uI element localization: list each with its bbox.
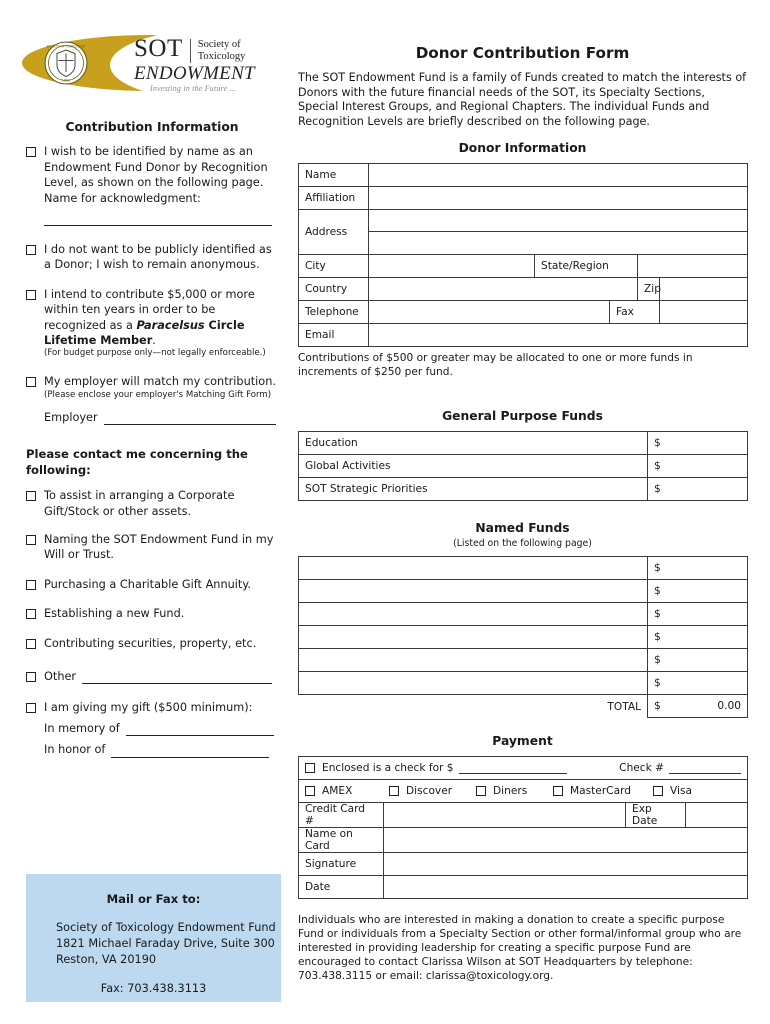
table-row	[299, 478, 748, 501]
total-currency: $	[654, 700, 661, 713]
affiliation-label: Affiliation	[299, 186, 369, 209]
logo-sot-text: SOT	[134, 35, 183, 62]
address-line-1-input[interactable]	[369, 210, 747, 232]
named-fund-amount-5[interactable]: $	[648, 649, 748, 672]
page-title: Donor Contribution Form	[415, 44, 630, 62]
checkbox-amex[interactable]	[305, 786, 315, 796]
table-row	[299, 163, 748, 186]
logo-tagline: Investing in the Future ...	[150, 84, 237, 93]
contact-option-new-fund[interactable]	[26, 606, 278, 621]
card-label-discover: Discover	[406, 785, 453, 798]
address-input[interactable]	[369, 209, 748, 254]
credit-card-number-label: Credit Card #	[299, 803, 384, 828]
checkbox-corporate-gift[interactable]	[26, 491, 36, 501]
card-label-amex: AMEX	[322, 785, 353, 798]
table-row	[299, 323, 748, 346]
general-purpose-funds-heading: General Purpose Funds	[442, 409, 603, 424]
paracelsus-emphasis: Paracelsus	[136, 318, 205, 332]
circle-lifetime-member-text: Circle Lifetime Member	[44, 318, 245, 348]
sot-seal-icon	[44, 41, 88, 85]
named-funds-subheading: (Listed on the following page)	[453, 538, 592, 550]
named-fund-amount-4[interactable]: $	[648, 626, 748, 649]
country-input[interactable]	[369, 277, 638, 300]
contact-option-new-fund-label: Establishing a new Fund.	[44, 607, 185, 621]
donor-information-table	[298, 163, 748, 347]
check-amount-input-line[interactable]	[459, 762, 567, 774]
card-option-diners[interactable]	[476, 785, 553, 797]
named-fund-amount-2[interactable]: $	[648, 580, 748, 603]
sot-endowment-logo	[22, 33, 294, 105]
name-label: Name	[299, 163, 369, 186]
table-row	[299, 626, 748, 649]
acknowledgment-name-line[interactable]	[44, 224, 272, 226]
named-fund-amount-3[interactable]: $	[648, 603, 748, 626]
country-label: Country	[299, 277, 369, 300]
table-row	[299, 209, 748, 254]
fund-label-education: Education	[299, 432, 648, 455]
employer-input-line[interactable]	[104, 412, 276, 425]
table-row	[299, 757, 748, 780]
named-fund-amount-6[interactable]: $	[648, 672, 748, 695]
form-main-column	[298, 44, 747, 983]
mail-fax-number: Fax: 703.438.3113	[100, 982, 207, 995]
card-label-visa: Visa	[670, 785, 692, 798]
checkbox-employer-match[interactable]	[26, 377, 36, 387]
option-paracelsus-circle[interactable]	[26, 287, 278, 360]
logo-divider	[190, 39, 191, 63]
card-option-mastercard[interactable]	[553, 785, 653, 797]
total-label: TOTAL	[299, 695, 648, 718]
table-row	[299, 672, 748, 695]
card-option-discover[interactable]	[389, 785, 476, 797]
contact-option-corporate-gift[interactable]	[26, 488, 278, 519]
exp-date-input[interactable]	[686, 803, 748, 828]
contact-option-other[interactable]	[26, 669, 278, 684]
named-funds-table	[298, 556, 748, 718]
checkbox-enclosed-check[interactable]	[305, 763, 315, 773]
total-amount-cell	[648, 695, 748, 718]
contact-option-gift-annuity-label: Purchasing a Charitable Gift Annuity.	[44, 577, 252, 591]
table-row	[299, 557, 748, 580]
fund-label-global-activities: Global Activities	[299, 455, 648, 478]
checkbox-other[interactable]	[26, 672, 36, 682]
named-fund-label-6[interactable]	[299, 672, 648, 695]
table-row	[299, 853, 748, 876]
table-row	[299, 277, 748, 300]
telephone-label: Telephone	[299, 300, 369, 323]
table-row	[299, 580, 748, 603]
table-row	[299, 780, 748, 803]
contact-option-securities[interactable]	[26, 636, 278, 651]
logo-endowment-text: ENDOWMENT	[134, 63, 255, 84]
option-anonymous-label: I do not want to be publicly identified as a Donor; I wish to remain anonymous.	[44, 243, 272, 272]
option-giving-gift[interactable]	[26, 700, 278, 757]
payment-heading: Payment	[492, 734, 553, 749]
check-payment-row[interactable]	[299, 757, 748, 780]
in-memory-of-input-line[interactable]	[126, 723, 274, 736]
email-input[interactable]	[369, 323, 748, 346]
table-row	[299, 186, 748, 209]
contact-option-corporate-gift-label: To assist in arranging a Corporate Gift/Stock or other assets.	[44, 489, 235, 518]
contact-me-heading: Please contact me concerning the following:	[26, 447, 248, 477]
telephone-input[interactable]	[369, 300, 610, 323]
card-label-mastercard: MasterCard	[570, 785, 631, 798]
card-option-visa[interactable]	[653, 785, 692, 797]
date-input[interactable]	[384, 876, 748, 899]
named-fund-label-4[interactable]	[299, 626, 648, 649]
option-anonymous[interactable]	[26, 242, 278, 273]
checkbox-diners[interactable]	[476, 786, 486, 796]
logo-wordmark	[134, 37, 304, 93]
address-line-2-input[interactable]	[369, 232, 747, 254]
signature-label: Signature	[299, 853, 384, 876]
giving-gift-label: I am giving my gift ($500 minimum):	[44, 701, 253, 715]
check-number-label: Check #	[619, 762, 665, 775]
other-label: Other	[44, 669, 77, 683]
zip-label: Zip	[638, 277, 660, 300]
card-label-diners: Diners	[493, 785, 528, 798]
city-label: City	[299, 254, 369, 277]
option-paracelsus-text-pre: I intend to contribute $5,000 or more within ten years in order to be recognized as a	[44, 287, 255, 332]
option-identified-by-name-label: I wish to be identified by name as an Endowment Fund Donor by Recognition Level, as shown on the following page. Name for acknowledgment:	[44, 145, 268, 205]
employer-label: Employer	[44, 410, 98, 424]
mail-or-fax-box	[26, 874, 281, 1002]
credit-card-number-input[interactable]	[384, 803, 626, 828]
affiliation-input[interactable]	[369, 186, 748, 209]
paracelsus-note: (For budget purpose only—not legally enforceable.)	[44, 348, 266, 359]
total-row	[299, 695, 748, 718]
table-row	[299, 455, 748, 478]
named-fund-label-2[interactable]	[299, 580, 648, 603]
table-row	[299, 603, 748, 626]
named-fund-label-5[interactable]	[299, 649, 648, 672]
contact-option-will-or-trust-label: Naming the SOT Endowment Fund in my Will or Trust.	[44, 532, 274, 562]
checkbox-discover[interactable]	[389, 786, 399, 796]
checkbox-visa[interactable]	[653, 786, 663, 796]
in-honor-of-label: In honor of	[44, 743, 106, 757]
card-option-amex[interactable]	[305, 785, 389, 797]
enclosed-check-label: Enclosed is a check for $	[322, 762, 454, 775]
fund-amount-global-activities[interactable]: $	[648, 455, 748, 478]
mail-address-line-2: 1821 Michael Faraday Drive, Suite 300	[56, 937, 275, 950]
card-type-row[interactable]	[299, 780, 748, 803]
allocation-note: Contributions of $500 or greater may be allocated to one or more funds in increments of $250 per fund.	[298, 351, 693, 378]
checkbox-will-or-trust[interactable]	[26, 535, 36, 545]
fund-amount-sot-strategic-priorities[interactable]: $	[648, 478, 748, 501]
contact-option-will-or-trust[interactable]	[26, 532, 278, 563]
table-row	[299, 300, 748, 323]
exp-date-label: Exp Date	[626, 803, 686, 828]
name-input[interactable]	[369, 163, 748, 186]
contribution-information-heading: Contribution Information	[65, 120, 239, 134]
signature-input[interactable]	[384, 853, 748, 876]
named-fund-label-1[interactable]	[299, 557, 648, 580]
svg-text:1961: 1961	[61, 78, 71, 83]
table-row	[299, 828, 748, 853]
table-row	[299, 649, 748, 672]
fax-input[interactable]	[660, 300, 748, 323]
address-label: Address	[299, 209, 369, 254]
date-label: Date	[299, 876, 384, 899]
option-employer-match[interactable]	[26, 374, 278, 425]
city-input[interactable]	[369, 254, 535, 277]
table-row	[299, 432, 748, 455]
zip-input[interactable]	[660, 277, 748, 300]
contact-option-securities-label: Contributing securities, property, etc.	[44, 636, 257, 650]
table-row	[299, 876, 748, 899]
name-on-card-label: Name on Card	[299, 828, 384, 853]
checkbox-new-fund[interactable]	[26, 609, 36, 619]
state-region-input[interactable]	[638, 254, 748, 277]
name-on-card-input[interactable]	[384, 828, 748, 853]
mail-or-fax-title: Mail or Fax to:	[106, 892, 201, 906]
state-region-label: State/Region	[535, 254, 638, 277]
general-purpose-funds-table	[298, 431, 748, 501]
mail-address-line-3: Reston, VA 20190	[56, 953, 157, 966]
checkbox-securities[interactable]	[26, 639, 36, 649]
fax-label: Fax	[610, 300, 660, 323]
checkbox-paracelsus-circle[interactable]	[26, 290, 36, 300]
paracelsus-period: .	[152, 334, 156, 348]
checkbox-identified-by-name[interactable]	[26, 147, 36, 157]
option-employer-match-label: My employer will match my contribution.	[44, 375, 276, 389]
named-fund-label-3[interactable]	[299, 603, 648, 626]
checkbox-anonymous[interactable]	[26, 245, 36, 255]
table-row	[299, 803, 748, 828]
payment-table	[298, 756, 748, 899]
checkbox-mastercard[interactable]	[553, 786, 563, 796]
email-label: Email	[299, 323, 369, 346]
checkbox-giving-gift[interactable]	[26, 703, 36, 713]
named-funds-heading: Named Funds	[475, 521, 570, 536]
mail-address-line-1: Society of Toxicology Endowment Fund	[56, 921, 276, 934]
in-memory-of-label: In memory of	[44, 721, 120, 735]
other-input-line[interactable]	[82, 671, 272, 684]
svg-text:SOCIETY OF TOXICOLOGY: SOCIETY OF TOXICOLOGY	[46, 44, 86, 49]
table-row	[299, 254, 748, 277]
employer-match-note: (Please enclose your employer's Matching Gift Form)	[44, 389, 272, 400]
named-fund-amount-1[interactable]: $	[648, 557, 748, 580]
fund-label-sot-strategic-priorities: SOT Strategic Priorities	[299, 478, 648, 501]
option-identified-by-name[interactable]	[26, 144, 278, 226]
check-number-input-line[interactable]	[669, 762, 741, 774]
checkbox-gift-annuity[interactable]	[26, 580, 36, 590]
contact-option-gift-annuity[interactable]	[26, 577, 278, 592]
fund-amount-education[interactable]: $	[648, 432, 748, 455]
in-honor-of-input-line[interactable]	[111, 745, 269, 758]
donor-information-heading: Donor Information	[458, 140, 587, 155]
intro-paragraph: The SOT Endowment Fund is a family of Funds created to match the interests of Donors with the future financial needs of the SOT, its Specialty Sections, Special Interest Groups, and Regional Chapters. The individual Funds and Recognition Levels are briefly described on the following page.	[298, 71, 747, 129]
contribution-information-column	[26, 120, 278, 769]
footer-contact-note: Individuals who are interested in making a donation to create a specific purpose Fund or individuals from a Specialty Section or other formal/informal group who are interested in providing leadership for creating a specific purpose Fund are encouraged to contact Clarissa Wilson at SOT Headquarters by telephone: 703.438.3115 or email: clarissa@toxicology.org.	[298, 914, 742, 983]
total-amount: 0.00	[717, 700, 741, 713]
logo-society-text: Society of Toxicology	[197, 39, 246, 62]
